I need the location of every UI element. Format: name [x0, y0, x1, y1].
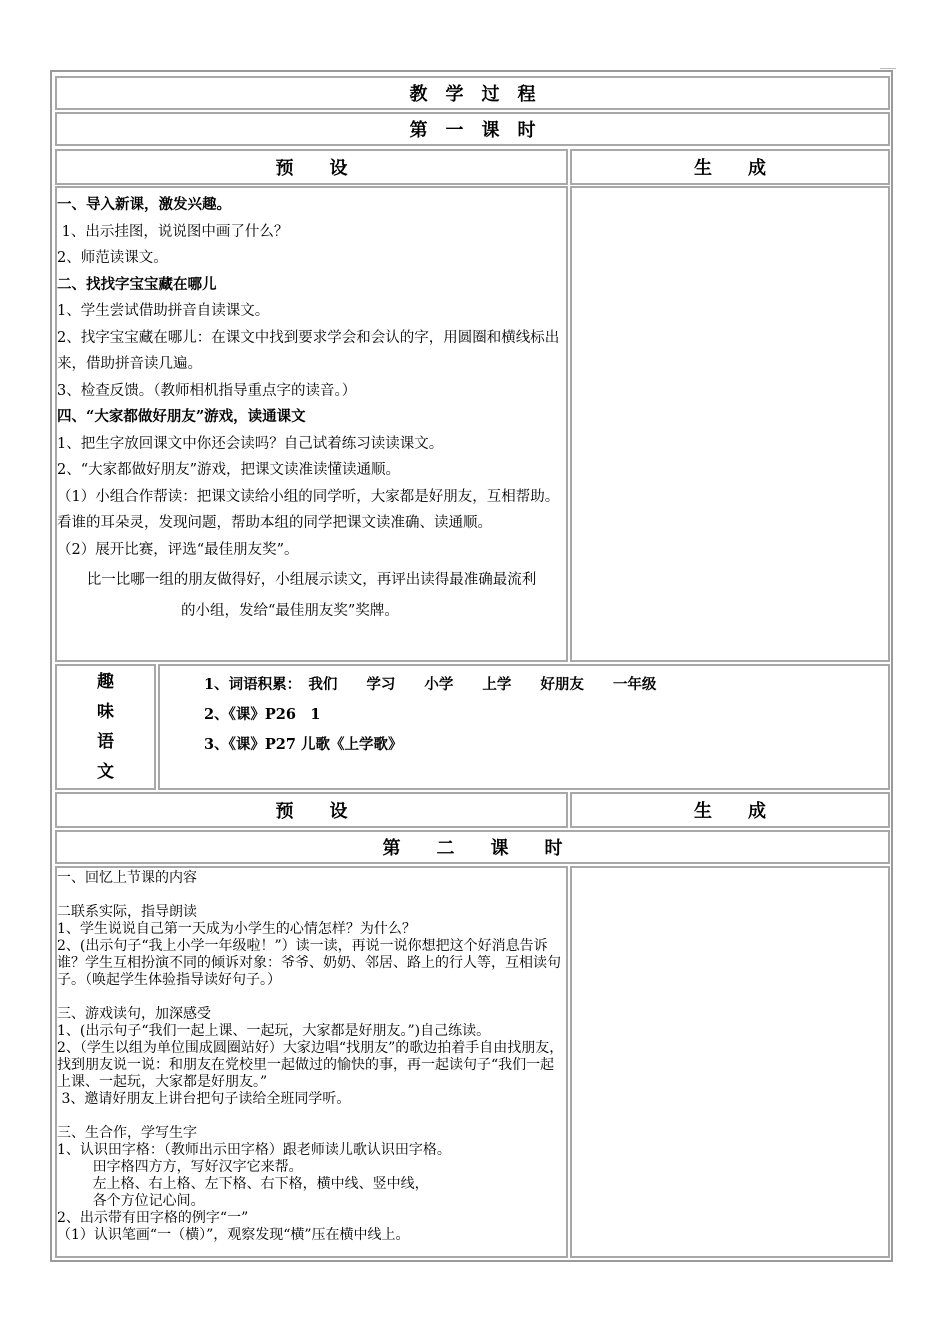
process-title-cell: [55, 76, 890, 110]
preset-label-2: 预 设: [275, 801, 348, 822]
lesson2-preset-cell: [55, 866, 568, 1258]
closing-line-2: 的小组，发给“最佳朋友奖”奖牌。: [181, 602, 399, 619]
preset-header-cell-2: [55, 792, 568, 828]
lesson1-line: 2、师范读课文。: [57, 250, 168, 266]
generate-label: 生 成: [694, 158, 766, 179]
generate-label-2: 生 成: [694, 801, 766, 822]
lesson1-line: 二、找找字宝宝藏在哪儿: [57, 275, 217, 293]
lesson1-line: 一、导入新课，激发兴趣。: [57, 196, 231, 213]
lesson2-line: [57, 989, 566, 1006]
fun-item-1: 1、词语积累： 我们 学习 小学 上学 好朋友 一年级: [204, 676, 657, 693]
lesson2-line: 一、回忆上节课的内容: [57, 870, 197, 886]
top-rule: [880, 68, 896, 69]
lesson1-line: 3、检查反馈。（教师相机指导重点字的读音。）: [57, 382, 357, 399]
fun-chinese-char-2: 味: [97, 702, 114, 722]
process-title: 教 学 过 程: [409, 84, 536, 105]
lesson2-line: 各个方位记心间。: [57, 1193, 205, 1209]
preset-label: 预 设: [275, 158, 348, 179]
preset-header-cell: [55, 149, 568, 185]
fun-chinese-content-cell: [158, 664, 890, 790]
lesson1-lines: [57, 192, 566, 563]
lesson2-title: 第 二 课 时: [382, 838, 563, 859]
lesson1-line: 1、学生尝试借助拼音自读课文。: [57, 303, 270, 319]
generate-header-cell-2: [570, 792, 890, 828]
lesson2-line: [57, 887, 566, 904]
lesson2-line: [57, 1108, 566, 1125]
lesson1-line: （2）展开比赛，评选“最佳朋友奖”。: [57, 541, 299, 558]
lesson1-line: 2、找字宝宝藏在哪儿：在课文中找到要求学会和会认的字，用圆圈和横线标出来，借助拼音读几遍。: [57, 329, 560, 372]
lesson-plan-table: [50, 70, 893, 1262]
lesson2-line: 田字格四方方，写好汉字它来帮。: [57, 1159, 303, 1175]
lesson2-line: 3、邀请好朋友上讲台把句子读给全班同学听。: [57, 1091, 351, 1107]
lesson1-line: 1、把生字放回课文中你还会读吗？自己试着练习读读课文。: [57, 435, 444, 452]
fun-item-3: 3、《课》P27 儿歌《上学歌》: [204, 736, 403, 753]
lesson2-line: 三、生合作，学写生字: [57, 1125, 197, 1141]
lesson2-line: 二联系实际，指导朗读: [57, 904, 197, 920]
lesson2-line: 左上格、右上格、左下格、右下格，横中线、竖中线，: [57, 1176, 429, 1192]
lesson2-line: （1）认识笔画“一（横）”，观察发现“横”压在横中线上。: [57, 1227, 410, 1243]
lesson2-generate-cell: [570, 866, 890, 1258]
lesson2-line: 1、学生说说自己第一天成为小学生的心情怎样？为什么？: [57, 921, 416, 937]
lesson1-title-cell: [55, 112, 890, 146]
lesson2-line: 2、出示带有田字格的例字“一”: [57, 1210, 249, 1226]
closing-line-1: 比一比哪一组的朋友做得好，小组展示读文，再评出读得最准确最流利: [86, 572, 537, 588]
lesson2-line: 2、（学生以组为单位围成圆圈站好）大家边唱“找朋友”的歌边拍着手自由找朋友，找到朋友说一说：和朋友在党校里一起做过的愉快的事，再一起读句子“我们一起上课、一起玩，大家都是好朋友。”: [57, 1040, 564, 1090]
lesson2-line: 1、(出示句子“我们一起上课、一起玩，大家都是好朋友。”)自己练读。: [57, 1023, 491, 1039]
lesson1-line: 2、“大家都做好朋友”游戏，把课文读准读懂读通顺。: [57, 462, 401, 478]
lesson2-line: 2、(出示句子“我上小学一年级啦！”）读一读，再说一说你想把这个好消息告诉谁？学生互相扮演不同的倾诉对象：爷爷、奶奶、邻居、路上的行人等，互相读句子。（唤起学生体验指导读好句子。）: [57, 938, 561, 988]
fun-chinese-char-1: 趣: [97, 672, 114, 692]
lesson1-line: 1、出示挂图，说说图中画了什么？: [57, 223, 289, 240]
lesson2-lines: [57, 870, 566, 1244]
lesson1-generate-cell: [570, 186, 890, 662]
fun-item-2: 2、《课》P26 1: [204, 706, 321, 723]
lesson1-line: 四、“大家都做好朋友”游戏，读通课文: [57, 408, 306, 425]
lesson1-line: （1）小组合作帮读：把课文读给小组的同学听，大家都是好朋友，互相帮助。看谁的耳朵灵，发现问题，帮助本组的同学把课文读准确、读通顺。: [57, 488, 560, 531]
fun-chinese-char-4: 文: [97, 762, 114, 782]
lesson2-title-cell: [55, 830, 890, 864]
lesson1-preset-cell: [55, 186, 568, 662]
lesson2-line: 三、游戏读句，加深感受: [57, 1006, 211, 1022]
fun-chinese-char-3: 语: [97, 732, 114, 752]
lesson1-title: 第 一 课 时: [409, 120, 536, 141]
generate-header-cell: [570, 149, 890, 185]
fun-chinese-label-cell: [55, 664, 156, 790]
lesson2-line: 1、认识田字格：（教师出示田字格）跟老师读儿歌认识田字格。: [57, 1142, 451, 1158]
